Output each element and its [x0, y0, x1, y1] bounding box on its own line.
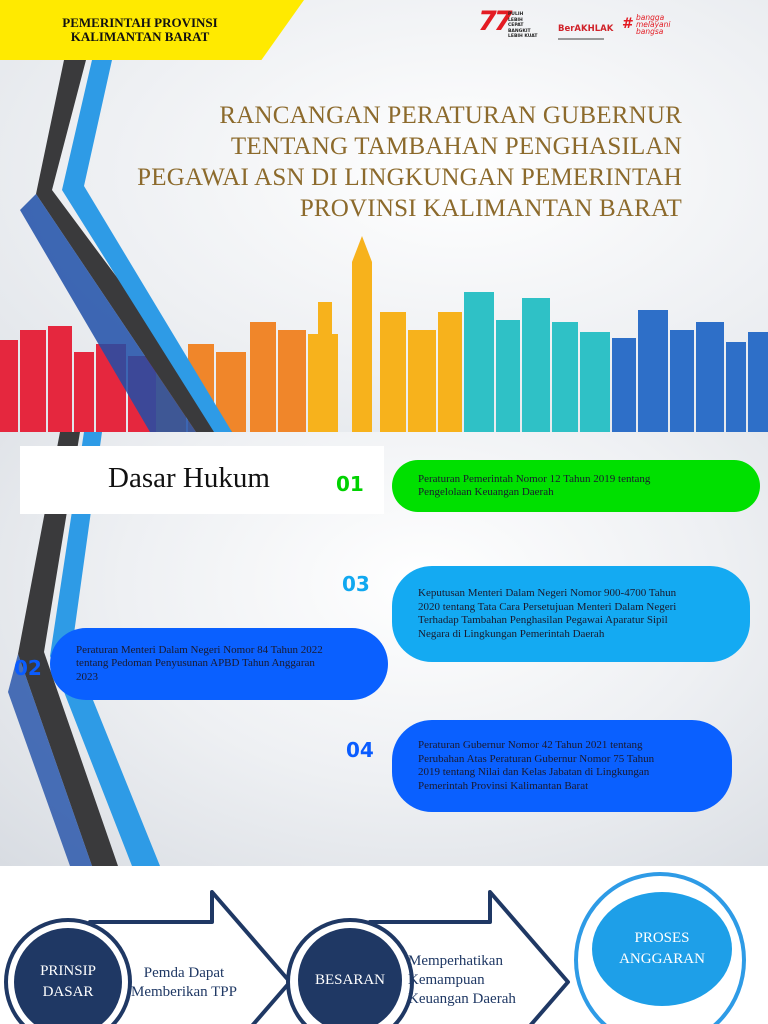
- legal-item-03-line2: 2020 tentang Tata Cara Persetujuan Menteri Dalam Negeri: [418, 600, 677, 613]
- anniversary-number: 77: [478, 6, 510, 37]
- principle-line2: DASAR: [42, 984, 94, 1000]
- anniversary-text-line4: LEBIH KUAT: [508, 34, 538, 39]
- legal-item-01: [392, 460, 760, 512]
- skyline-blue-buildings: [612, 310, 768, 432]
- anniversary-text-line2: LEBIH CEPAT: [508, 17, 524, 28]
- legal-item-02-line3: 2023: [76, 670, 98, 683]
- arrow-2-line1: Memperhatikan: [408, 953, 503, 969]
- berakhlak-underline: [558, 38, 604, 40]
- legal-item-02-line2: tentang Pedoman Penyusunan APBD Tahun Anggaran: [76, 657, 315, 670]
- anniversary-text: [508, 12, 538, 40]
- section-heading: Dasar Hukum: [108, 462, 270, 494]
- item-number-03: 03: [342, 572, 370, 596]
- slide-title: [100, 100, 682, 224]
- legal-item-04-line3: 2019 tentang Nilai dan Kelas Jabatan di Lingkungan: [418, 766, 650, 778]
- legal-item-02-line1: Peraturan Menteri Dalam Negeri Nomor 84 Tahun 2022: [76, 643, 323, 656]
- bangga-text: [636, 14, 670, 35]
- cover-slide: [0, 0, 768, 432]
- legal-item-01-line2: Pengelolaan Keuangan Daerah: [418, 486, 554, 498]
- legal-item-03-line1: Keputusan Menteri Dalam Negeri Nomor 900-4700 Tahun: [418, 587, 677, 599]
- arrow-2-line3: Keuangan Daerah: [408, 991, 516, 1007]
- skyline-teal-buildings: [464, 292, 610, 432]
- arrow-1-line1: Pemda Dapat: [143, 965, 225, 981]
- province-label-line1: PEMERINTAH PROVINSI: [62, 15, 218, 30]
- legal-item-04-line2: Perubahan Atas Peraturan Gubernur Nomor 75 Tahun: [418, 752, 655, 765]
- budget-process-line2: ANGGARAN: [619, 951, 705, 967]
- logo-strip: [478, 6, 688, 46]
- title-line2: TENTANG TAMBAHAN PENGHASILAN: [230, 133, 682, 160]
- heading-box: [20, 446, 384, 514]
- legal-item-02: [50, 628, 388, 700]
- anniversary-text-line3: BANGKIT: [508, 28, 531, 34]
- legal-basis-slide: [0, 432, 768, 866]
- arrow-2-text: [408, 952, 538, 1009]
- item-number-01: 01: [336, 472, 364, 496]
- bangga-line3: bangsa: [636, 27, 664, 36]
- arrow-1-line2: Memberikan TPP: [131, 984, 237, 1000]
- province-label: [40, 16, 240, 44]
- legal-item-03-line3: Terhadap Tambahan Penghasilan Pegawai Aparatur Sipil: [418, 614, 668, 626]
- anniversary-text-line1: PULIH: [508, 12, 524, 17]
- berakhlak-logo: [558, 18, 613, 40]
- legal-item-03: [392, 566, 750, 662]
- anniversary-77-logo: [478, 6, 538, 40]
- bangga-line1: bangga: [636, 13, 665, 22]
- legal-item-04-line1: Peraturan Gubernur Nomor 42 Tahun 2021 tentang: [418, 739, 643, 751]
- arrow-1-text: [122, 964, 246, 1002]
- skyline-yellow-buildings: [308, 236, 462, 432]
- title-line4: PROVINSI KALIMANTAN BARAT: [299, 195, 682, 222]
- principles-slide: [0, 866, 768, 1024]
- bangga-line2: melayani: [636, 20, 671, 29]
- item-number-02: 02: [14, 656, 42, 680]
- legal-item-03-line4: Negara di Lingkungan Pemerintah Daerah: [418, 627, 605, 640]
- amount-label: BESARAN: [314, 971, 385, 988]
- legal-item-04-line4: Pemerintah Provinsi Kalimantan Barat: [418, 779, 589, 792]
- title-line3: PEGAWAI ASN DI LINGKUNGAN PEMERINTAH: [137, 164, 682, 191]
- berakhlak-text: BerAKHLAK: [558, 24, 614, 34]
- principle-line1: PRINSIP: [40, 963, 96, 979]
- legal-item-04: [392, 720, 732, 812]
- budget-process-line1: PROSES: [634, 930, 690, 946]
- budget-process-circle: [592, 892, 732, 1006]
- item-number-04: 04: [346, 738, 374, 762]
- arrow-2-line2: Kemampuan: [408, 972, 485, 988]
- title-line1: RANCANGAN PERATURAN GUBERNUR: [219, 102, 682, 129]
- amount-circle: [298, 928, 402, 1024]
- province-label-line2: KALIMANTAN BARAT: [70, 29, 210, 44]
- hashtag-icon: #: [622, 16, 634, 32]
- legal-item-01-line1: Peraturan Pemerintah Nomor 12 Tahun 2019 tentang: [418, 472, 651, 485]
